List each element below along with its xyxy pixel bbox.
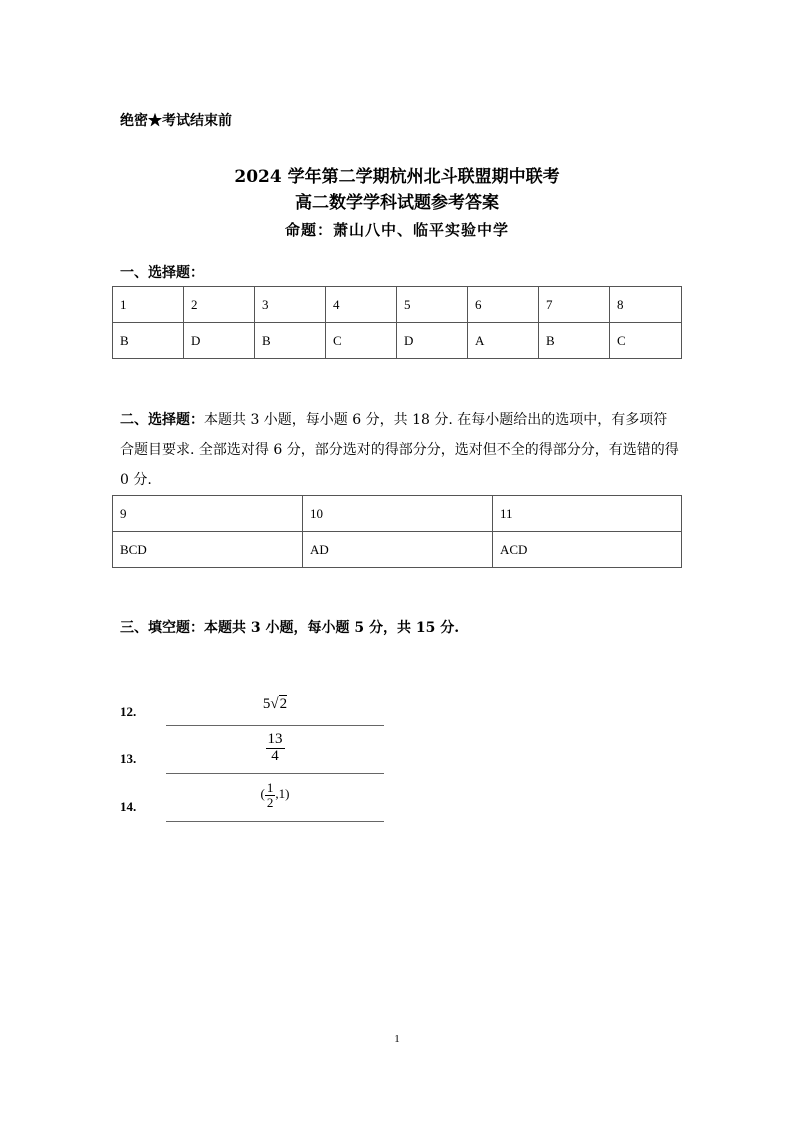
section3-description: 本题共 3 小题，每小题 5 分，共 15 分. (204, 620, 460, 636)
interval-open: ( (260, 786, 265, 802)
table-row (113, 496, 682, 532)
fraction-numerator: 13 (267, 731, 283, 747)
table-cell: AD (303, 532, 493, 568)
fill-label-12: 12. (120, 704, 137, 719)
fraction-numerator: 1 (266, 780, 274, 795)
table-cell: ACD (493, 532, 682, 568)
table-cell: B (539, 323, 610, 359)
answer-line-14 (166, 821, 384, 822)
answer-line-12 (166, 725, 384, 726)
section2-text (120, 405, 680, 495)
fraction (265, 781, 276, 809)
section1-answer-table (112, 286, 682, 359)
fraction-denominator: 4 (266, 748, 285, 765)
table-cell: BCD (113, 532, 303, 568)
table-cell: 2 (184, 287, 255, 323)
exam-subtitle: 高二数学学科试题参考答案 (295, 193, 499, 213)
authors-line: 命题：萧山八中、临平实验中学 (284, 221, 509, 239)
table-cell: 3 (255, 287, 326, 323)
table-cell: 10 (303, 496, 493, 532)
table-cell: D (184, 323, 255, 359)
fill-answer-14 (166, 781, 384, 809)
table-cell: 1 (113, 287, 184, 323)
fill-label-13: 13. (120, 751, 137, 766)
sqrt-sign: √ (270, 696, 279, 712)
section3-text (120, 613, 459, 643)
table-cell: C (326, 323, 397, 359)
table-cell: 11 (493, 496, 682, 532)
table-cell: D (397, 323, 468, 359)
table-cell: B (255, 323, 326, 359)
interval-rest: ,1) (275, 786, 290, 802)
answer-line-13 (166, 773, 384, 774)
exam-title: 2024 学年第二学期杭州北斗联盟期中联考 (234, 167, 560, 187)
table-cell: C (610, 323, 682, 359)
fill-answer-12 (166, 696, 384, 713)
section3-heading: 三、填空题： (120, 620, 204, 636)
confidential-label: 绝密★考试结束前 (120, 113, 232, 129)
section1-heading: 一、选择题： (120, 265, 204, 281)
table-cell: A (468, 323, 539, 359)
table-row (113, 323, 682, 359)
table-row (113, 532, 682, 568)
table-cell: 9 (113, 496, 303, 532)
fill-answer-13 (166, 732, 384, 765)
table-cell: 6 (468, 287, 539, 323)
section2-heading: 二、选择题： (120, 412, 204, 428)
section2-answer-table (112, 495, 682, 568)
page-number: 1 (394, 1033, 400, 1045)
table-row (113, 287, 682, 323)
sqrt-radicand: 2 (279, 696, 288, 712)
table-cell: 8 (610, 287, 682, 323)
table-cell: B (113, 323, 184, 359)
sqrt-coefficient: 5 (262, 696, 271, 712)
table-cell: 4 (326, 287, 397, 323)
table-cell: 7 (539, 287, 610, 323)
section2-description: 本题共 3 小题，每小题 6 分，共 18 分. 在每小题给出的选项中，有多项符合题目要求. 全部选对得 6 分，部分选对的得部分分，选对但不全的得部分分，有选错的得 0 分. (120, 412, 679, 488)
fraction-denominator: 2 (266, 794, 274, 810)
fill-label-14: 14. (120, 799, 137, 814)
table-cell: 5 (397, 287, 468, 323)
fraction (266, 732, 285, 765)
